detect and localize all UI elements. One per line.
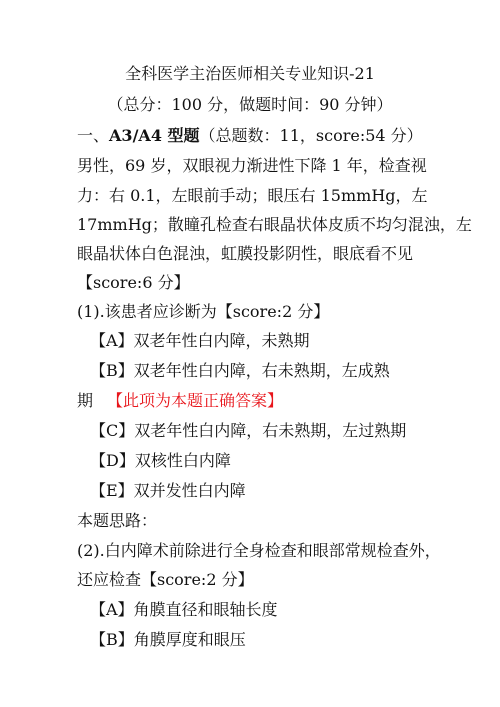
q1-option-b-tail: 期 [77,391,94,410]
case-line-2: 力：右 0.1，左眼前手动；眼压右 15mmHg，左 [77,186,428,205]
q1-option-b-cont [77,391,283,411]
q1-option-a: 【A】双老年性白内障，未熟期 [90,331,310,350]
section-heading [77,126,423,146]
q1-analysis-label: 本题思路： [77,511,158,530]
case-line-1: 男性，69 岁，双眼视力渐进性下降 1 年，检查视 [77,156,427,175]
section-type: A3/A4 型题 [109,126,200,145]
question-2-stem-2: 还应检查【score:2 分】 [77,570,254,589]
correct-answer-mark: 【此项为本题正确答案】 [107,391,284,410]
q2-option-b: 【B】角膜厚度和眼压 [90,630,246,649]
q1-option-c: 【C】双老年性白内障，右未熟期，左过熟期 [90,421,407,440]
section-info: （总题数：11，score:54 分） [199,126,423,145]
page-subtitle: （总分：100 分，做题时间：90 分钟） [107,95,393,114]
q1-option-e: 【E】双并发性白内障 [90,481,246,500]
page-title: 全科医学主治医师相关专业知识-21 [125,64,375,83]
section-prefix: 一、 [77,126,110,145]
q1-option-b: 【B】双老年性白内障，右未熟期，左成熟 [90,361,390,380]
question-1-stem: (1).该患者应诊断为【score:2 分】 [77,302,330,321]
case-score: 【score:6 分】 [77,273,190,292]
question-2-stem-1: (2).白内障术前除进行全身检查和眼部常规检查外， [77,541,441,560]
case-line-4: 眼晶状体白色混浊，虹膜投影阴性，眼底看不见 [77,244,414,263]
case-line-3: 17mmHg；散瞳孔检查右眼晶状体皮质不均匀混浊，左 [77,215,472,234]
q1-option-d: 【D】双核性白内障 [90,451,231,470]
q2-option-a: 【A】角膜直径和眼轴长度 [90,600,278,619]
